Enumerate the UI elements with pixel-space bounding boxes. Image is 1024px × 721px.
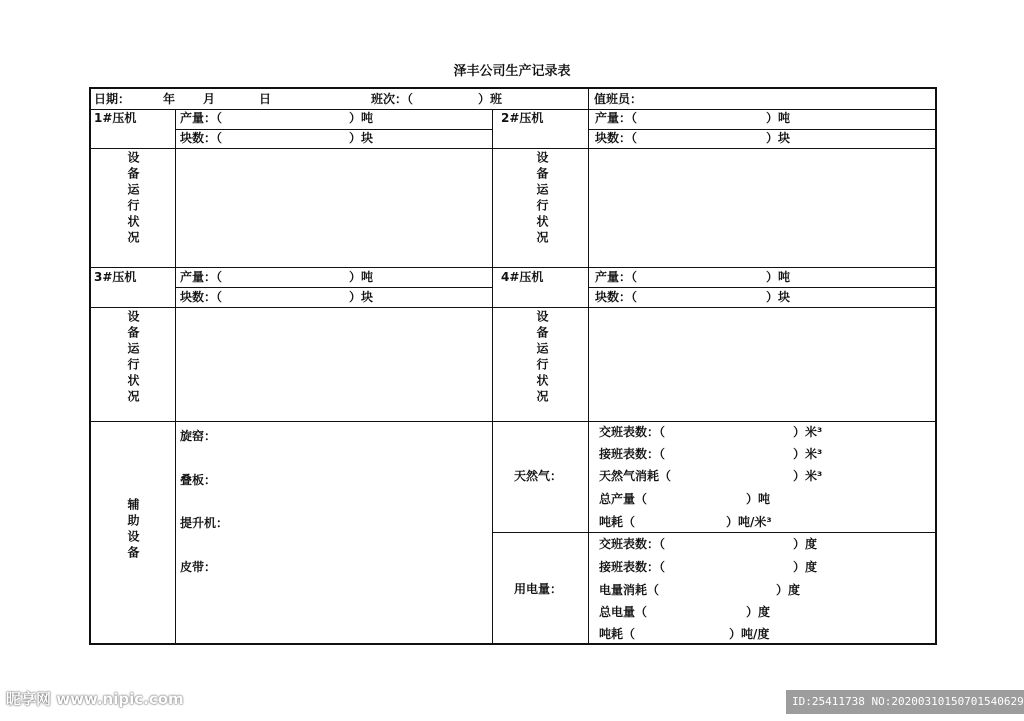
gas-total-output-label: 总产量（ xyxy=(599,492,648,506)
power-consumption-unit: ）度 xyxy=(776,583,801,597)
row-divider xyxy=(91,307,935,308)
power-per-ton-label: 吨耗（ xyxy=(599,627,636,641)
press-4-output-unit: ）吨 xyxy=(766,270,791,284)
belt-label: 皮带： xyxy=(180,560,217,574)
press-2-blocks-label: 块数：（ xyxy=(595,131,638,145)
press-2-output-unit: ）吨 xyxy=(766,111,791,125)
press-3-blocks-unit: ）块 xyxy=(349,290,374,304)
stacker-label: 叠板： xyxy=(180,473,217,487)
production-record-form xyxy=(89,87,937,645)
press-2-label: 2#压机 xyxy=(501,111,544,125)
duty-label: 值班员： xyxy=(594,92,643,106)
gas-handover-label: 交班表数：（ xyxy=(599,425,666,439)
hoist-label: 提升机： xyxy=(180,516,229,530)
power-per-ton-unit: ）吨/度 xyxy=(729,627,770,641)
watermark-logo: 昵享网 www.nipic.com xyxy=(6,690,184,708)
gas-label: 天然气： xyxy=(514,469,563,483)
gas-takeover-unit: ）米³ xyxy=(793,447,823,461)
row-divider xyxy=(588,287,935,288)
gas-total-output-unit: ）吨 xyxy=(746,492,771,506)
equipment-status-label-4: 设备运行状况 xyxy=(535,310,549,406)
press-1-label: 1#压机 xyxy=(94,111,137,125)
watermark-id: ID:25411738 NO:20200310150701540629 xyxy=(786,690,1024,714)
press-3-output-label: 产量：（ xyxy=(180,270,223,284)
month-label: 月 xyxy=(203,92,216,106)
equipment-status-label-3: 设备运行状况 xyxy=(126,310,140,406)
kiln-label: 旋窑： xyxy=(180,429,217,443)
press-3-label: 3#压机 xyxy=(94,270,137,284)
row-divider xyxy=(91,421,935,422)
power-total-label: 总电量（ xyxy=(599,605,648,619)
press-4-blocks-label: 块数：（ xyxy=(595,290,638,304)
equipment-status-label-2: 设备运行状况 xyxy=(535,151,549,247)
gas-per-ton-label: 吨耗（ xyxy=(599,515,636,529)
equipment-status-label-1: 设备运行状况 xyxy=(126,151,140,247)
row-divider xyxy=(175,129,492,130)
gas-handover-unit: ）米³ xyxy=(793,425,823,439)
form-title: 泽丰公司生产记录表 xyxy=(453,64,571,79)
press-4-label: 4#压机 xyxy=(501,270,544,284)
row-divider xyxy=(588,129,935,130)
power-handover-unit: ）度 xyxy=(793,537,818,551)
press-2-blocks-unit: ）块 xyxy=(766,131,791,145)
press-1-blocks-label: 块数：（ xyxy=(180,131,223,145)
power-consumption-label: 电量消耗（ xyxy=(599,583,660,597)
row-divider xyxy=(91,267,935,268)
press-3-blocks-label: 块数：（ xyxy=(180,290,223,304)
gas-consumption-unit: ）米³ xyxy=(793,469,823,483)
year-label: 年 xyxy=(163,92,176,106)
date-label: 日期： xyxy=(94,92,131,106)
row-divider xyxy=(175,287,492,288)
gas-consumption-label: 天然气消耗（ xyxy=(599,469,672,483)
gas-takeover-label: 接班表数：（ xyxy=(599,447,666,461)
power-takeover-label: 接班表数：（ xyxy=(599,560,666,574)
press-4-blocks-unit: ）块 xyxy=(766,290,791,304)
press-4-output-label: 产量：（ xyxy=(595,270,638,284)
day-label: 日 xyxy=(259,92,272,106)
shift-end-label: ）班 xyxy=(478,92,503,106)
power-label: 用电量： xyxy=(514,582,563,596)
power-total-unit: ）度 xyxy=(746,605,771,619)
press-1-blocks-unit: ）块 xyxy=(349,131,374,145)
col-divider xyxy=(175,109,176,643)
press-2-output-label: 产量：（ xyxy=(595,111,638,125)
press-3-output-unit: ）吨 xyxy=(349,270,374,284)
col-divider xyxy=(492,109,493,643)
row-divider xyxy=(492,532,935,533)
press-1-output-unit: ）吨 xyxy=(349,111,374,125)
aux-equipment-label: 辅助设备 xyxy=(126,498,140,562)
shift-label: 班次：（ xyxy=(371,92,414,106)
press-1-output-label: 产量：（ xyxy=(180,111,223,125)
row-divider xyxy=(91,148,935,149)
power-handover-label: 交班表数：（ xyxy=(599,537,666,551)
col-divider xyxy=(588,89,589,643)
gas-per-ton-unit: ）吨/米³ xyxy=(726,515,772,529)
power-takeover-unit: ）度 xyxy=(793,560,818,574)
